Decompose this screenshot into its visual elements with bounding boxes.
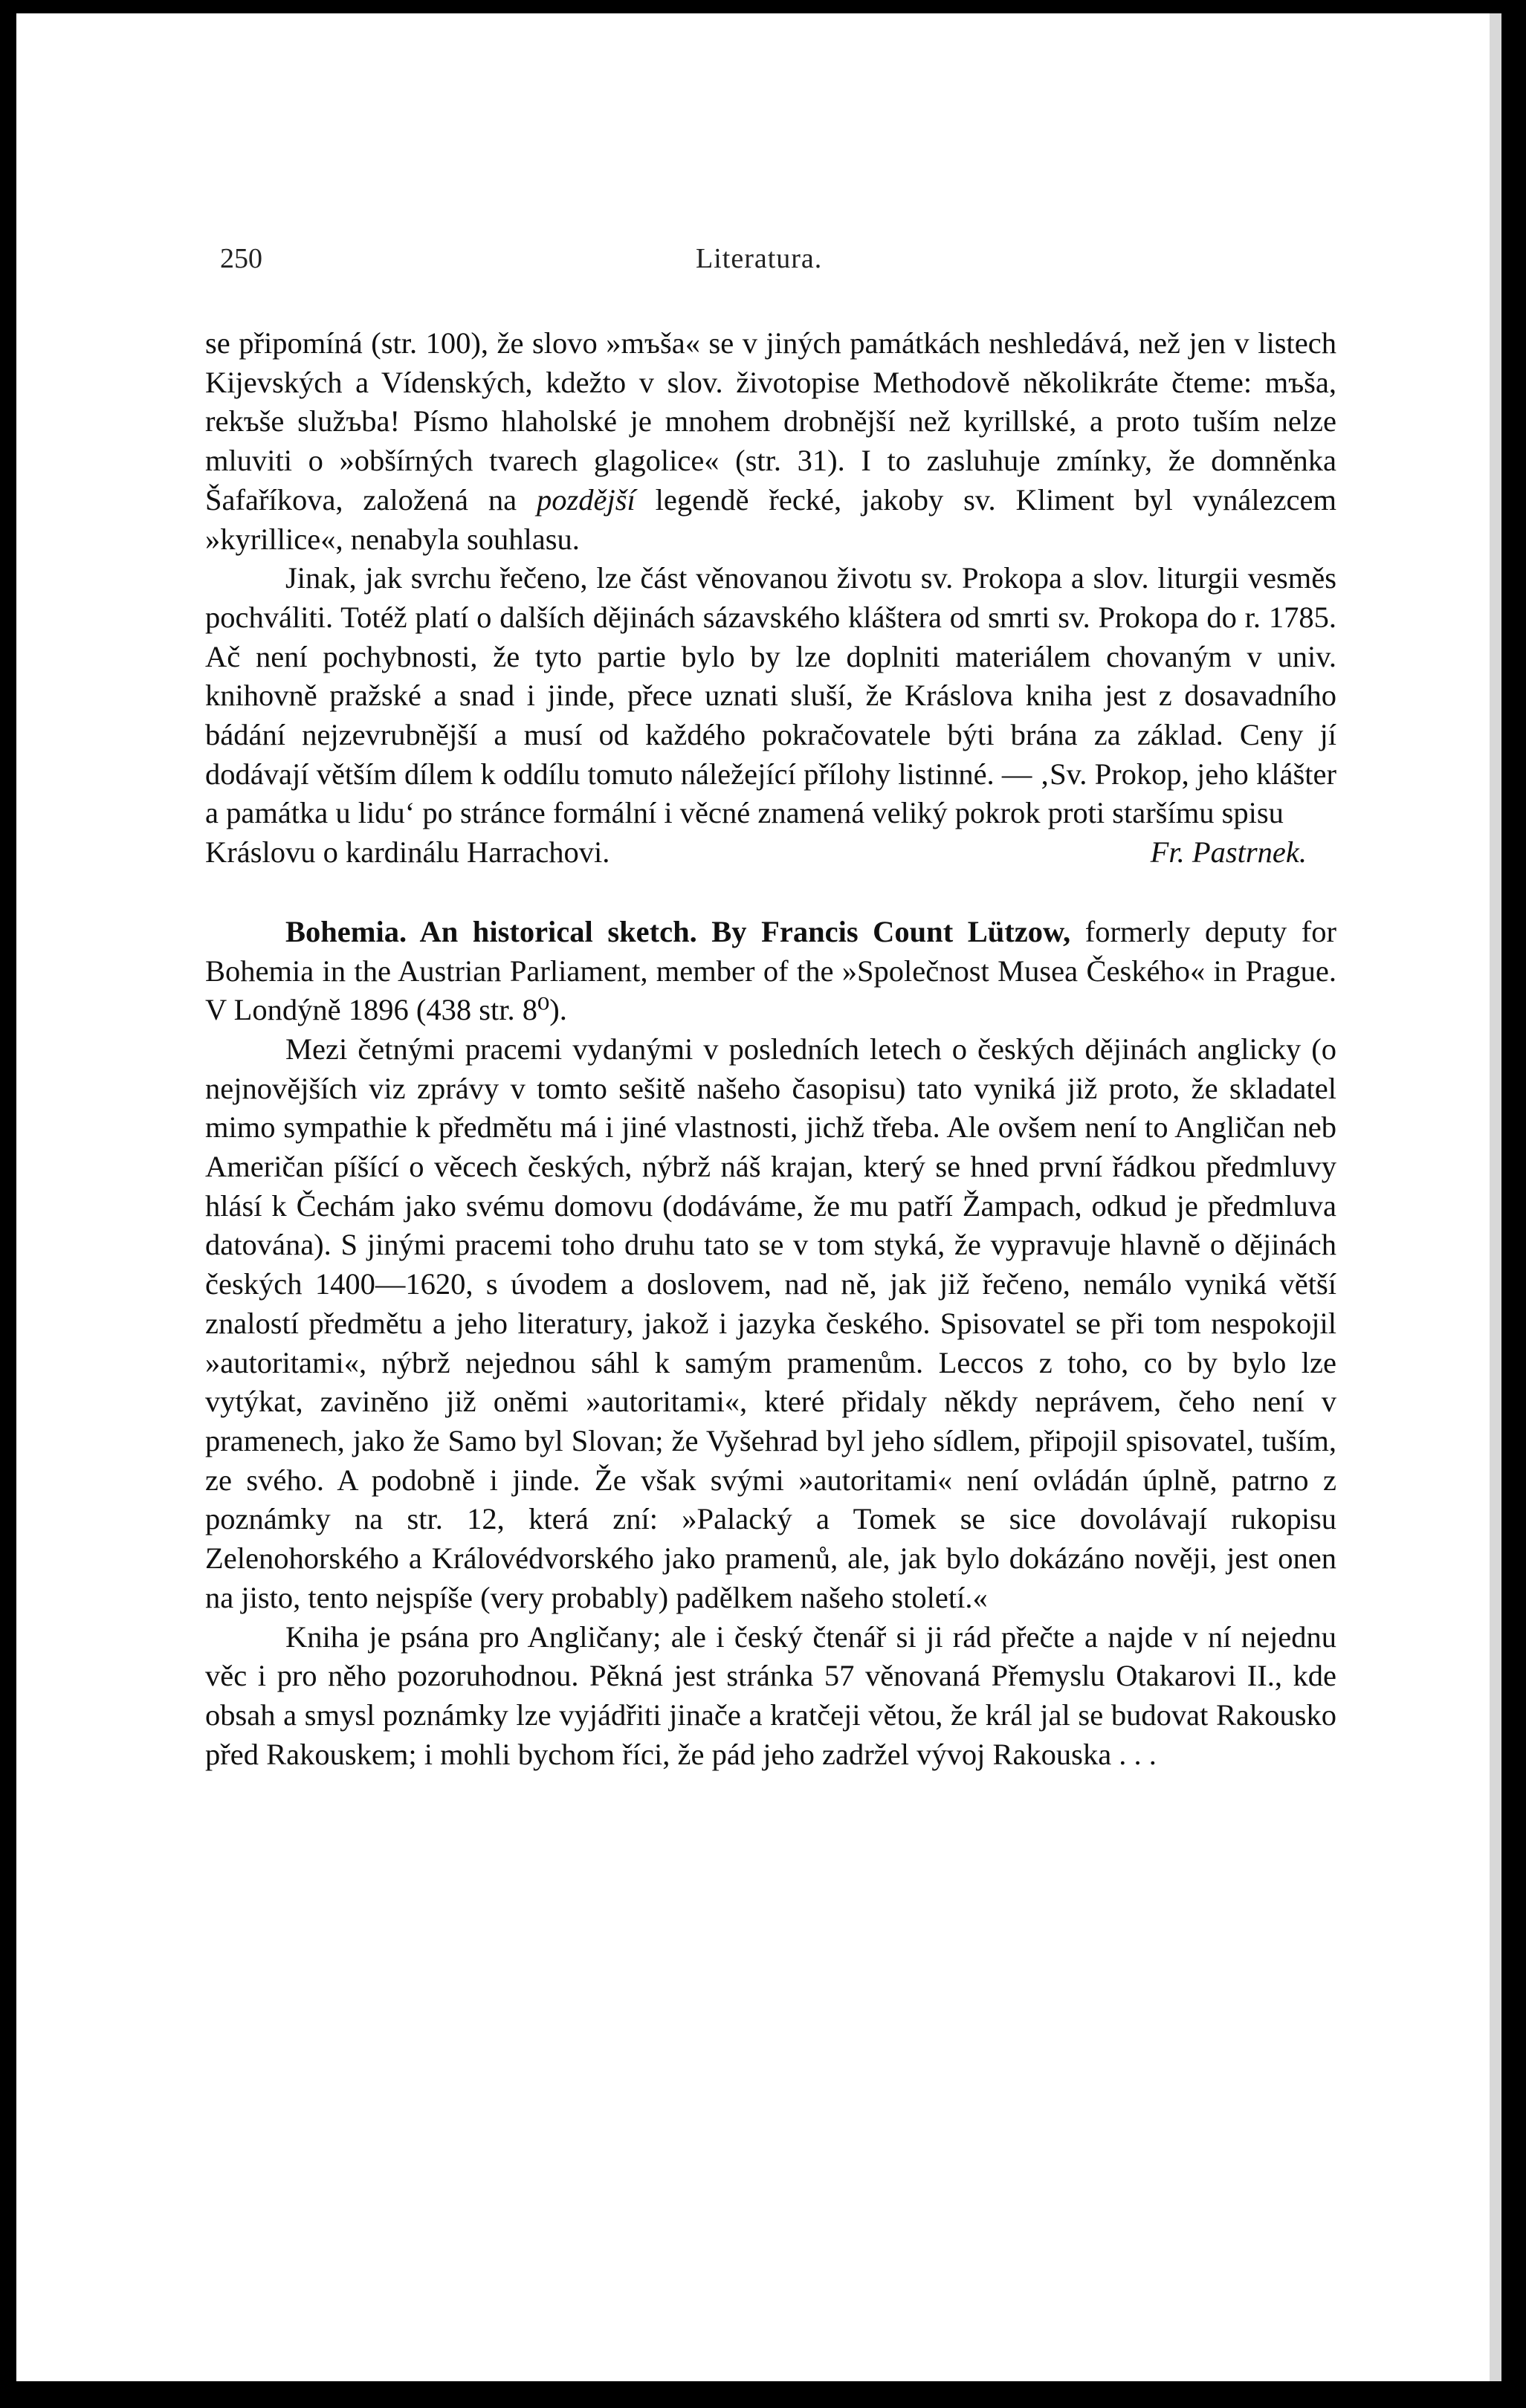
review2-heading	[205, 913, 1336, 1030]
review2-paragraph-2: Kniha je psána pro Angličany; ale i český čtenář si ji rád přečte a najde v ní nejednu věc i pro něho pozoruhodnou. Pěkná jest stránka 57 věnovaná Přemyslu Otakarovi II., kde obsah a smysl poznámky lze vyjádřiti jinače a kratčeji větou, že král jal se budovat Rakousko před Rakouskem; i mohli bychom říci, že pád jeho zadržel vývoj Rakouska . . .	[205, 1619, 1336, 1771]
page-number: 250	[220, 243, 262, 274]
review1-signature: Fr. Pastrnek.	[1150, 835, 1307, 870]
review2-paragraph-1: Mezi četnými pracemi vydanými v posledních letech o českých dějinách anglicky (o nejnovějších viz zprávy v tomto sešitě našeho časopisu) tato vyniká již proto, že skladatel mimo sympathie k předmětu má i jiné vlastnosti, jichž třeba. Ale ovšem není to Angličan neb Američan píšící o věcech českých, nýbrž náš krajan, který se hned první řádkou předmluvy hlásí k Čechám jako svému domovu (dodáváme, že mu patří Žampach, odkud je předmluva datována). S jinými pracemi toho druhu tato se v tom styká, že vypravuje hlavně o dějinách českých 1400—1620, s úvodem a doslovem, nad ně, jak již řečeno, nemálo vyniká větší znalostí předmětu a jeho literatury, jakož i jazyka českého. Spisovatel se při tom nespokojil »autoritami«, nýbrž nejednou sáhl k samým pramenům. Leccos z toho, co by bylo lze vytýkat, zaviněno již oněmi »autoritami«, které přidaly někdy neprávem, čeho není v pramenech, jako že Samo byl Slovan; že Vyšehrad byl jeho sídlem, připojil spisovatel, tuším, ze svého. A podobně i jinde. Že však svými »autoritami« není ovládán úplně, patrno z poznámky na str. 12, která zní: »Palacký a Tomek se sice dovolávají rukopisu Zelenohorského a Královédvorského jako pramenů, ale, jak bylo dokázáno nověji, jest onen na jisto, tento nejspíše (very probably) padělkem našeho století.«	[205, 1032, 1336, 1614]
review1-last-line: Kráslovu o kardinálu Harrachovi.	[205, 835, 610, 870]
body-text	[205, 324, 1336, 1774]
review1-paragraph-2: Jinak, jak svrchu řečeno, lze část věnovanou životu sv. Prokopa a slov. liturgii vesměs pochváliti. Totéž platí o dalších dějinách sázavského kláštera od smrti sv. Prokopa do r. 1785. Ač není pochybnosti, že tyto partie bylo by lze doplniti materiálem chovaným v univ. knihovně pražské a snad i jinde, přece uznati sluší, že Kráslova kniha jest z dosavadního bádání nejzevrubnější a musí od každého pokračovatele býti brána za základ. Ceny jí dodávají větším dílem k oddílu tomuto náležející přílohy listinné. — ‚Sv. Prokop, jeho klášter a památka u lidu‘ po stránce formální i věcné znamená veliký pokrok proti staršímu spisu	[205, 561, 1336, 830]
section-gap	[205, 873, 1336, 913]
page-header	[220, 242, 1335, 287]
review1-paragraph-1	[205, 324, 1336, 559]
review2-title: Bohemia. An historical sketch. By Francis Count Lützow,	[285, 914, 1071, 948]
review2-bibliography: formerly deputy for Bohemia in the Austrian Parliament, member of the »Společnost Musea Českého« in Prague. V Londýně 1896 (438 str. 8⁰).	[205, 914, 1336, 1027]
review1-text-b: legendě řecké, jakoby sv. Kliment byl vynálezcem »kyrillice«, nenabyla souhlasu.	[205, 482, 1337, 556]
review1-emphasis: pozdější	[536, 482, 636, 517]
review1-signature-line	[205, 833, 1336, 873]
page-edge	[1490, 13, 1501, 2381]
review1-text-a: se připomíná (str. 100), že slovo »mъša« se v jiných památkách neshledává, než jen v listech Kijevských a Vídenských, kdežto v slov. životopise Methodově několikráte čteme: mъša, rekъše služъba! Písmo hlaholské je mnohem drobnější než kyrillské, a proto tuším nelze mluviti o »obšírných tvarech glagolice« (str. 31). I to zasluhuje zmínky, že domněnka Šafaříkova, založená na	[205, 326, 1336, 517]
running-title: Literatura.	[696, 243, 823, 274]
